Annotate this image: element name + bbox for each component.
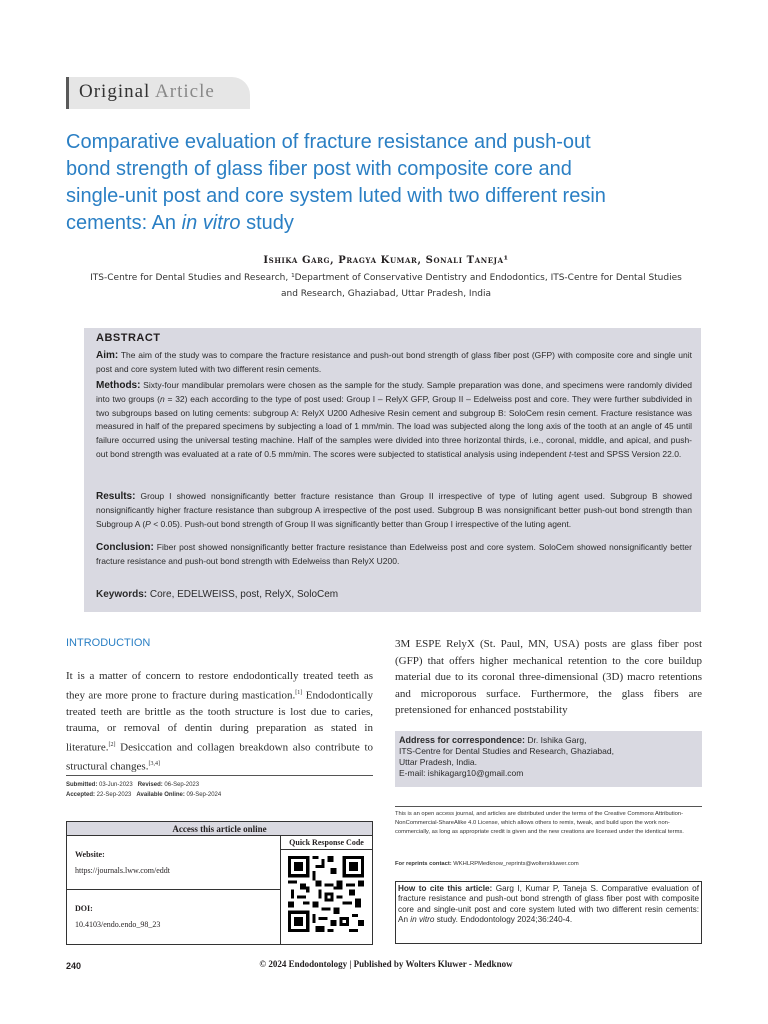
abstract-aim: Aim: The aim of the study was to compare the fracture resistance and push-out bond strength of glass fiber post (GFP) with composite core and single unit post and core system luted with two different resin cements. [96,350,692,374]
intro-paragraph-right: 3M ESPE RelyX (St. Paul, MN, USA) posts are glass fiber post (GFP) that offers higher mechanical retention to the core buildup material due to its coronal three-dimensional (3D) macro retentions and microporous surface. Furthermore, the glass fibers are pretensioned for enhanced poststability [395,638,702,716]
article-type-banner [66,77,250,109]
citation-ref[interactable]: [1] [295,689,303,696]
correspondence-email[interactable]: E-mail: ishikagarg10@gmail.com [399,768,524,778]
reprints-contact: For reprints contact: WKHLRPMedknow_reprints@wolterskluwer.com [395,861,579,867]
abstract-keywords: Keywords: Core, EDELWEISS, post, RelyX, SoloCem [96,589,339,600]
qr-code-icon[interactable] [288,856,364,932]
footer-publisher: © 2024 Endodontology | Published by Wolters Kluwer - Medknow [259,959,513,969]
access-info [67,836,281,944]
section-heading-introduction: INTRODUCTION [66,637,151,649]
divider [66,775,373,776]
correspondence-text: Address for correspondence: Dr. Ishika Garg, ITS-Centre for Dental Studies and Research, Ghaziabad, Uttar Pradesh, India. E-mail: ishikagarg10@gmail.com [399,735,699,779]
citation-ref[interactable]: [3,4] [148,760,160,767]
article-type-label: Original Article [79,81,215,102]
banner-accent-bar [66,77,69,109]
affiliation: ITS-Centre for Dental Studies and Research, ¹Department of Conservative Dentistry and Endodontics, ITS-Centre for Dental Studies and Research, Ghaziabad, Uttar Pradesh, India [90,273,682,299]
reprints-email[interactable]: WKHLRPMedknow_reprints@wolterskluwer.com [451,861,579,867]
access-heading: Access this article online [67,822,372,836]
website-link[interactable]: https://journals.lww.com/eddt [75,866,171,875]
access-online-box [66,821,373,945]
abstract-methods: Methods: Sixty-four mandibular premolars were chosen as the sample for the study. Sample preparation was done, and specimens were randomly divided into two groups (n = 32) each according to the type of post used: Group I – RelyX GFP, Group II – Edelweiss post and core. They were further subdivided in two subgroups based on luting cements: subgroup A: RelyX U200 Adhesive Resin cement and subgroup B: SoloCem resin cement. Fracture resistance was measured in half of the prepared specimens by subjecting a load of 1 mm/min. The load was subjected along the long axis of the tooth at an angle of 45 until failure occurred using the universal testing machine. Half of the samples were divided into three horizontal thirds, i.e., coronal, middle, and apical, and push-out bond strength was evaluated at a rate of 0.5 mm/min. The scores were subjected to statistical analysis using independent t-test and SPSS Version 22.0. [96,380,692,459]
citation-text: How to cite this article: Garg I, Kumar P, Taneja S. Comparative evaluation of fracture resistance and push-out bond strength of glass fiber post with composite core and single-unit post and core system luted with two different resin cements: An in vitro study. Endodontology 2024;36:240-4. [398,884,699,925]
page-number: 240 [66,961,82,971]
divider [395,806,702,807]
submission-dates: Submitted: 03-Jun-2023 Revised: 06-Sep-2023 Accepted: 22-Sep-2023 Available Online: 09-Sep-2024 [66,782,222,798]
author-list: Ishika Garg, Pragya Kumar, Sonali Taneja¹ [263,255,509,266]
citation-ref[interactable]: [2] [108,741,116,748]
divider [67,889,280,890]
website-label: Website: [75,850,105,859]
intro-paragraph-left: It is a matter of concern to restore endodontically treated teeth as they are more prone to fracture during mastication.[1] Endodontically treated teeth are brittle as the tooth structure is lost due to caries, trauma, or removal of dentin during preparation as stated in literature.[2] Desiccation and collagen breakdown also contribute to structural changes.[3,4] [66,670,373,773]
article-title: Comparative evaluation of fracture resistance and push-out bond strength of glass fiber post with composite core and single-unit post and core system luted with two different resin cements: An in vitro study [66,131,606,234]
qr-label: Quick Response Code [281,836,372,850]
qr-section [281,836,372,944]
doi-link[interactable]: 10.4103/endo.endo_98_23 [75,920,161,929]
abstract-results: Results: Group I showed nonsignificantly better fracture resistance than Group II irrespective of type of luting agent used. Subgroup B showed nonsignificantly higher fracture resistance than subgroup A irrespective of the post used. Subgroup B was nonsignificant better push-out bond strength than Subgroup A (P < 0.05). Push-out bond strength of Group II was significantly better than Group I irrespective of the luting agent. [96,491,692,529]
abstract-conclusion: Conclusion: Fiber post showed nonsignificantly better fracture resistance than Edelweiss post and core system. SoloCem showed nonsignificantly better fracture resistance and push-out bond strength with Edelweiss than RelyX U200. [96,542,692,566]
abstract-heading: ABSTRACT [96,332,161,344]
license-notice: This is an open access journal, and articles are distributed under the terms of the Creative Commons Attribution-NonCommercial-ShareAlike 4.0 License, which allows others to remix, tweak, and build upon the work non-commercially, as long as appropriate credit is given and the new creations are licensed under the identical terms. [395,811,684,836]
doi-label: DOI: [75,904,93,913]
